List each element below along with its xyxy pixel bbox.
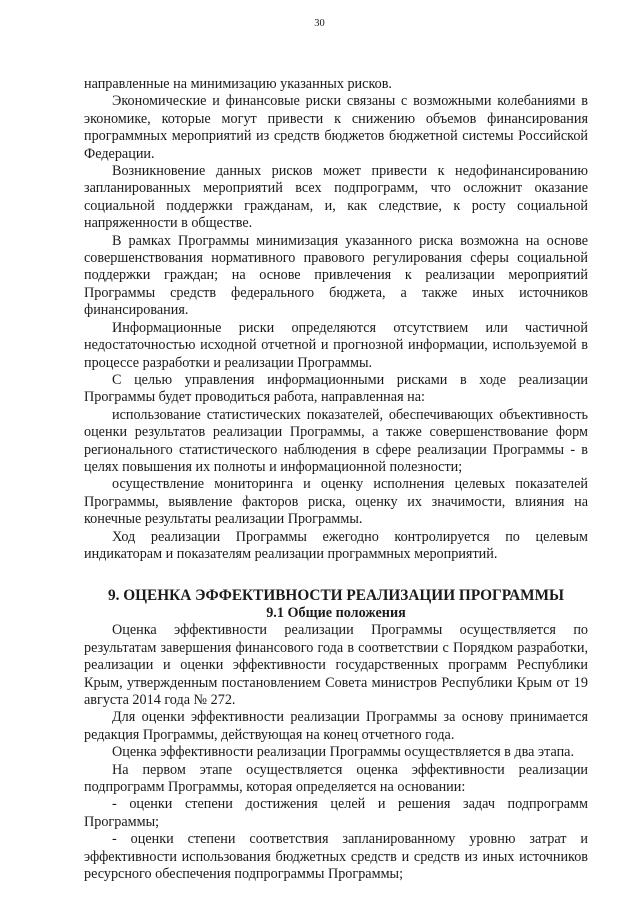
list-item: использование статистических показателей, обеспечивающих объективность оценки результатов реализации Программы, а также совершенствование форм регионального статистического наблюдения в сфере реализации Программы - в целях повышения их полноты и информационной полезности; <box>84 406 588 475</box>
list-item: осуществление мониторинга и оценку исполнения целевых показателей Программы, выявление факторов риска, оценку их значимости, влияния на конечные результаты реализации Программы. <box>84 476 588 528</box>
page-number: 30 <box>314 18 325 29</box>
paragraph: Возникновение данных рисков может привести к недофинансированию запланированных мероприятий всех подпрограмм, что осложнит оказание социальной поддержки гражданам, и, как следствие, к росту социальной напряженности в обществе. <box>84 163 588 232</box>
paragraph: На первом этапе осуществляется оценка эффективности реализации подпрограмм Программы, которая определяется на основании: <box>84 761 588 796</box>
paragraph: В рамках Программы минимизация указанного риска возможна на основе совершенствования нормативного правового регулирования сферы социальной поддержки граждан; на основе привлечения к реализации мероприятий Программы средств федерального бюджета, а также иных источников финансирования. <box>84 232 588 319</box>
paragraph: Ход реализации Программы ежегодно контролируется по целевым индикаторам и показателям реализации программных мероприятий. <box>84 528 588 562</box>
paragraph: Оценка эффективности реализации Программы осуществляется в два этапа. <box>112 744 575 761</box>
paragraph: Экономические и финансовые риски связаны с возможными колебаниями в экономике, которые могут привести к снижению объемов финансирования программных мероприятий из средств бюджетов бюджетной системы Российской Федерации. <box>84 93 588 162</box>
paragraph: Для оценки эффективности реализации Программы за основу принимается редакция Программы, действующая на конец отчетного года. <box>84 709 588 743</box>
section-title: 9. ОЦЕНКА ЭФФЕКТИВНОСТИ РЕАЛИЗАЦИИ ПРОГРАММЫ <box>107 587 565 605</box>
paragraph: С целью управления информационными рисками в ходе реализации Программы будет проводиться работа, направленная на: <box>84 371 588 406</box>
subsection-title: 9.1 Общие положения <box>266 605 406 622</box>
paragraph: направленные на минимизацию указанных рисков. <box>84 76 392 92</box>
list-item: - оценки степени соответствия запланированному уровню затрат и эффективности использования бюджетных средств и средств из иных источников ресурсного обеспечения подпрограммы Программы; <box>84 831 588 883</box>
paragraph: Оценка эффективности реализации Программы осуществляется по результатам завершения финансового года в соответствии с Порядком разработки, реализации и оценки эффективности государственных программ Республики Крым, утвержденным постановлением Совета министров Республики Крым от 19 августа 2014 года № 272. <box>84 622 588 708</box>
document-body <box>84 76 588 883</box>
paragraph: Информационные риски определяются отсутствием или частичной недостаточностью исходной отчетной и прогнозной информации, используемой в процессе разработки и реализации Программы. <box>84 319 588 371</box>
list-item: - оценки степени достижения целей и решения задач подпрограмм Программы; <box>84 796 588 830</box>
